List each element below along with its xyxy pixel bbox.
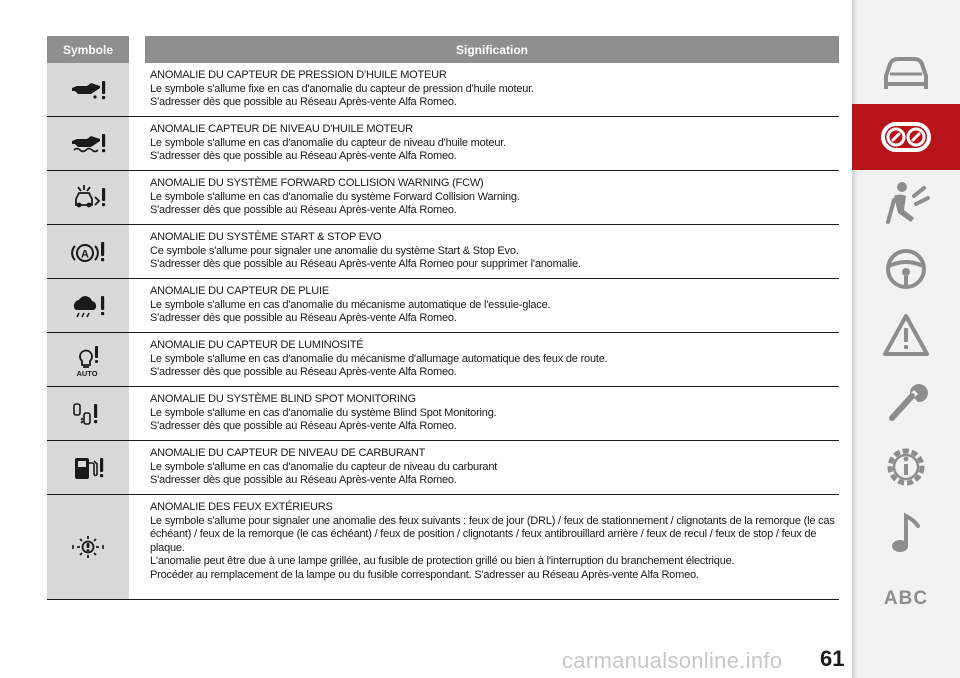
svg-text:A: A <box>81 248 89 260</box>
sidebar-item-emergency[interactable] <box>852 302 960 368</box>
row-title: ANOMALIE DU CAPTEUR DE LUMINOSITÉ <box>150 339 364 351</box>
table-header <box>47 36 839 63</box>
music-note-icon <box>880 510 932 556</box>
sidebar-item-safety[interactable] <box>852 170 960 236</box>
table-row <box>47 279 839 333</box>
sidebar-item-technical-data[interactable] <box>852 434 960 500</box>
row-title: ANOMALIE CAPTEUR DE NIVEAU D'HUILE MOTEUR <box>150 123 413 135</box>
table-row <box>47 171 839 225</box>
row-body: Le symbole s'allume en cas d'anomalie du capteur de niveau d'huile moteur. S'adresser dès que possible au Réseau Après-vente Alfa Romeo. <box>150 136 506 162</box>
steering-wheel-icon <box>880 246 932 292</box>
icon-auto-label: AUTO <box>76 368 98 377</box>
chapter-sidebar <box>852 0 960 678</box>
warning-triangle-icon <box>880 312 932 358</box>
seat-safety-icon <box>880 180 932 226</box>
sidebar-item-maintenance[interactable] <box>852 368 960 434</box>
table-row <box>47 333 839 387</box>
row-title: ANOMALIE DU SYSTÈME BLIND SPOT MONITORING <box>150 393 416 405</box>
table-row <box>47 117 839 171</box>
exterior-lights-warning-icon <box>68 532 108 562</box>
light-sensor-warning-icon <box>68 343 108 377</box>
index-abc-icon: ABC <box>883 588 929 609</box>
forward-collision-warning-icon <box>68 183 108 213</box>
oil-pressure-warning-icon <box>68 75 108 105</box>
row-body: Le symbole s'allume en cas d'anomalie du système Blind Spot Monitoring. S'adresser dès que possible au Réseau Après-vente Alfa Romeo. <box>150 406 497 432</box>
sidebar-item-car[interactable] <box>852 38 960 104</box>
sidebar-item-starting-driving[interactable] <box>852 236 960 302</box>
row-title: ANOMALIE DES FEUX EXTÉRIEURS <box>150 501 333 513</box>
row-body: Ce symbole s'allume pour signaler une anomalie du système Start & Stop Evo. S'adresser dès que possible au Réseau Après-vente Alfa Romeo pour supprimer l'anomalie. <box>150 244 581 270</box>
watermark: carmanualsonline.info <box>562 648 783 673</box>
row-body: Le symbole s'allume en cas d'anomalie du système Forward Collision Warning. S'adresser dès que possible au Réseau Après-vente Alfa Romeo. <box>150 190 520 216</box>
start-stop-warning-icon <box>68 237 108 267</box>
page-number: 61 <box>820 646 845 671</box>
table-row <box>47 63 839 117</box>
table-row <box>47 441 839 495</box>
row-title: ANOMALIE DU CAPTEUR DE PRESSION D'HUILE MOTEUR <box>150 69 447 81</box>
row-title: ANOMALIE DU SYSTÈME FORWARD COLLISION WARNING (FCW) <box>150 177 484 189</box>
warning-symbol-table <box>47 36 839 600</box>
technical-info-icon <box>880 444 932 490</box>
header-symbol: Symbole <box>47 36 129 63</box>
fuel-level-warning-icon <box>68 453 108 483</box>
sidebar-item-index[interactable] <box>852 566 960 632</box>
table-row <box>47 495 839 600</box>
wrench-icon <box>880 378 932 424</box>
rain-sensor-warning-icon <box>68 291 108 321</box>
instrument-panel-icon <box>880 114 932 160</box>
sidebar-item-multimedia[interactable] <box>852 500 960 566</box>
row-title: ANOMALIE DU CAPTEUR DE PLUIE <box>150 285 329 297</box>
row-body: Le symbole s'allume fixe en cas d'anomalie du capteur de pression d'huile moteur. S'adresser dès que possible au Réseau Après-vente Alfa Romeo. <box>150 82 534 108</box>
header-meaning: Signification <box>145 36 839 63</box>
car-icon <box>880 48 932 94</box>
table-row <box>47 225 839 279</box>
row-title: ANOMALIE DU CAPTEUR DE NIVEAU DE CARBURANT <box>150 447 426 459</box>
table-row <box>47 387 839 441</box>
row-body: Le symbole s'allume en cas d'anomalie du mécanisme automatique de l'essuie-glace. S'adresser dès que possible au Réseau Après-vente Alfa Romeo. <box>150 298 551 324</box>
blind-spot-warning-icon <box>68 399 108 429</box>
oil-level-warning-icon <box>68 129 108 159</box>
row-body: Le symbole s'allume en cas d'anomalie du mécanisme d'allumage automatique des feux de route. S'adresser dès que possible au Réseau Après-vente Alfa Romeo. <box>150 352 608 378</box>
row-title: ANOMALIE DU SYSTÈME START & STOP EVO <box>150 231 382 243</box>
row-body: Le symbole s'allume en cas d'anomalie du capteur de niveau du carburant S'adresser dès que possible au Réseau Après-vente Alfa Romeo. <box>150 460 498 486</box>
sidebar-item-instrument-panel[interactable] <box>852 104 960 170</box>
row-body: Le symbole s'allume pour signaler une anomalie des feux suivants : feux de jour (DRL) / feux de stationnement / clignotants de la remorque (le cas échéant) / feux de la remorque (le cas échéant) / feux de position / clignotants / feux antibrouillard arrière / feux de recul / feux de stop / feux de plaque. L'anomalie peut être due à une lampe grillée, au fusible de protection grillé ou bien à l'interruption du branchement électrique. Procéder au remplacement de la lampe ou du fusible correspondant. S'adresser au Réseau Après-vente Alfa Romeo. <box>150 514 835 581</box>
